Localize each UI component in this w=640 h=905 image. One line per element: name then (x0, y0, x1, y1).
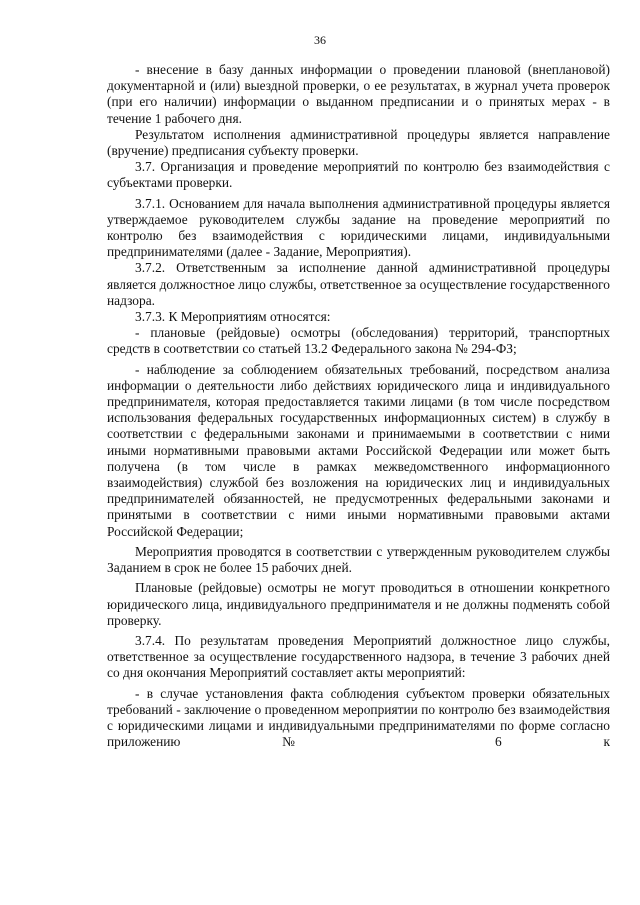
paragraph: 3.7.2. Ответственным за исполнение данной административной процедуры является должностное лицо службы, ответственное за осуществление государственного надзора. (107, 260, 610, 308)
paragraph: 3.7. Организация и проведение мероприятий по контролю без взаимодействия с субъектами проверки. (107, 159, 610, 191)
paragraph: 3.7.4. По результатам проведения Мероприятий должностное лицо службы, ответственное за осуществление государственного надзора, в течение 3 рабочих дней со дня окончания Мероприятий составляет акты мероприятий: (107, 632, 610, 681)
page-number: 36 (314, 33, 326, 47)
paragraph: 3.7.1. Основанием для начала выполнения административной процедуры является утверждаемое руководителем службы задание на проведение мероприятий по контролю без взаимодействия с юридическими лицами, индивидуальными предпринимателями (далее - Задание, Мероприятия). (107, 195, 610, 260)
paragraph: - в случае установления факта соблюдения субъектом проверки обязательных требований - заключение о проведенном мероприятии по контролю без взаимодействия с юридическими лицами и индивидуальными предпринимателями по форме согласно приложению № 6 к (107, 685, 610, 750)
document-body (107, 62, 610, 750)
paragraph: Результатом исполнения административной процедуры является направление (вручение) предписания субъекту проверки. (107, 126, 610, 159)
paragraph: - плановые (рейдовые) осмотры (обследования) территорий, транспортных средств в соответствии со статьей 13.2 Федерального закона № 294-ФЗ; (107, 325, 610, 357)
paragraph: Плановые (рейдовые) осмотры не могут проводиться в отношении конкретного юридического лица, индивидуального предпринимателя и не должны подменять собой проверку. (107, 580, 610, 628)
paragraph: - наблюдение за соблюдением обязательных требований, посредством анализа информации о деятельности либо действиях юридического лица и индивидуального предпринимателя, которая предоставляется такими лицами (в том числе посредством использования федеральных государственных информационных систем) в службу в соответствии с федеральными законами и принимаемыми в соответствии с ними иными нормативными правовыми актами Российской Федерации или может быть получена (в том числе в рамках межведомственного информационного взаимодействия) службой без возложения на юридических лиц и индивидуальных предпринимателей обязанностей, не предусмотренных федеральными законами и принятыми в соответствии с ними иными нормативными правовыми актами Российской Федерации; (107, 361, 610, 539)
paragraph: - внесение в базу данных информации о проведении плановой (внеплановой) документарной и (или) выездной проверки, о ее результатах, в журнал учета проверок (при его наличии) информации о выданном предписании и о принятых мерах - в течение 1 рабочего дня. (107, 62, 610, 126)
paragraph: 3.7.3. К Мероприятиям относятся: (135, 309, 331, 325)
paragraph: Мероприятия проводятся в соответствии с утвержденным руководителем службы Заданием в срок не более 15 рабочих дней. (107, 543, 610, 576)
